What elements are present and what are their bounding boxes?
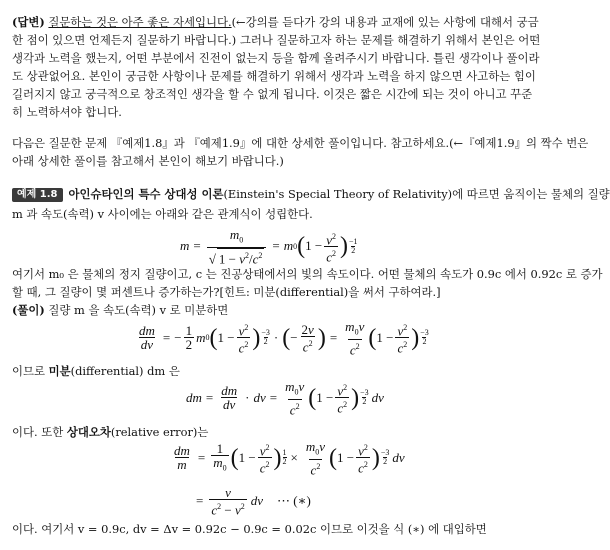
intro-text: (←강의를 듣다가 강의 내용과 교재에 있는 사항에 대해서 궁금 [231,15,539,29]
solution-line-1 [12,302,228,318]
solution-line-4: 이다. 여기서 v = 0.9c, dv = Δv = 0.92c − 0.9c = 0.02c 이므로 이것을 식 (∗) 에 대입하면 [12,522,487,536]
solution-line-2c: (differential) dm 은 [70,364,180,378]
intro-line-1 [12,14,539,30]
example-badge: 예제 1.8 [12,188,63,202]
solution-line-3c: (relative error)는 [110,425,209,439]
notice-line-1: 다음은 질문한 문제 『예제1.8』과 『예제1.9』에 대한 상세한 풀이입니다. 참고하세요.(←『예제1.9』의 짝수 번은 [12,136,589,150]
answer-label: (답변) [12,15,45,29]
solution-line-3b: 상대오차 [66,425,111,439]
example-line-3: 여기서 m₀ 은 물체의 정지 질량이고, c 는 진공상태에서의 빛의 속도이다. 어떤 물체의 속도가 0.9c 에서 0.92c 로 증가 [12,267,603,281]
equation-differential: dm = $\frac{dm}{dv}$ · dv = $\frac{m_0v}{c^2}$ ( 1 − $\frac{v^2}{c^2}$ ) −3 2 dv [186,379,384,417]
equation-derivative: $\frac{dm}{dv}$ = − $\frac{1}{2}$ m 0 ( 1 − $\frac{v^2}{c^2}$ ) −3 2 · ( − $\frac{2v}{c^2}$ ) = $\frac{m_0v}{c^2}$ ( 1 − $\frac{v^2}{c^2}$ ) −3 2 [139,319,429,357]
example-heading [12,186,610,202]
solution-line-3a: 이다. 또한 [12,425,67,439]
solution-text: 질량 m 을 속도(속력) v 로 미분하면 [44,303,229,317]
example-line-2: m 과 속도(속력) v 사이에는 아래와 같은 관계식이 성립한다. [12,207,313,221]
example-title: 아인슈타인의 특수 상대성 이론 [68,187,224,201]
intro-line-2: 한 점이 있으면 언제든지 질문하기 바랍니다.) 그러나 질문하고자 하는 문제를 해결하기 위해서 본인은 어떤 [12,33,541,47]
solution-line-2 [12,363,180,379]
equation-relative-error: $\frac{dm}{m}$ = $\frac{1}{m_0}$ ( 1 − $\frac{v^2}{c^2}$ ) $\frac{1}{2}$ × $\frac{m_0v}{c^2}$ ( 1 − $\frac{v^2}{c^2}$ ) −3 2 dv [174,439,405,477]
intro-line-4: 도 상관없어요. 본인이 궁금한 사항이나 문제를 해결하기 위해서 생각과 노력을 하지 않으면 사고하는 힘이 [12,69,536,83]
intro-line-3: 생각과 노력을 했는지, 어떤 부분에서 진전이 없는지 등을 함께 올려주시기 바랍니다. 틀린 생각이나 풀이라 [12,51,540,65]
intro-line-5: 길러지지 않고 궁극적으로 창조적인 생각을 할 수 없게 됩니다. 이것은 짧은 시간에 되는 것이 아니고 꾸준 [12,87,533,101]
solution-line-3 [12,424,208,440]
equation-star: = $\frac{v}{c^2 - v^2}$ dv ⋯ (∗) [196,485,311,518]
equation-tag: ⋯ (∗) [277,493,311,509]
intro-line-6: 히 노력하셔야 합니다. [12,105,122,119]
example-title-en: (Einstein's Special Theory of Relativity)에 따르면 움직이는 물체의 질량 [223,187,610,201]
solution-line-2b: 미분 [48,364,71,378]
solution-label: (풀이) [12,303,45,317]
notice-line-2: 아래 상세한 풀이를 참고해서 본인이 해보기 바랍니다.) [12,154,284,168]
equation-mass: m = $\frac{m_0}{√ 1 - v^2/c^2}$ = m 0 ( 1 − $\frac{v^2}{c^2}$ ) −1 2 [180,227,358,266]
intro-underlined: 질문하는 것은 아주 좋은 자세입니다. [48,15,232,29]
example-line-4: 할 때, 그 질량이 몇 퍼센트나 증가하는가?[힌트: 미분(differential)을 써서 구하여라.] [12,285,441,299]
solution-line-2a: 이므로 [12,364,49,378]
